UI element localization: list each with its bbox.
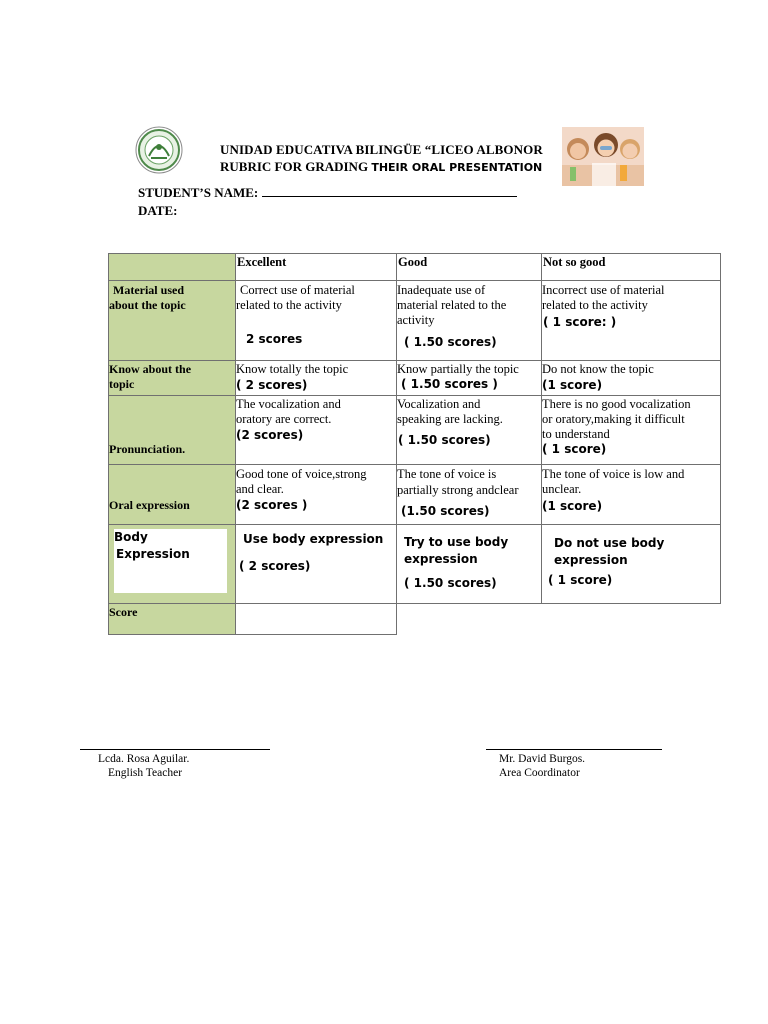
header-not-so-good: Not so good	[541, 253, 721, 281]
student-name-line	[138, 184, 517, 201]
score-value-cell[interactable]	[235, 603, 397, 635]
header-corner-cell	[108, 253, 236, 281]
left-signature-line	[80, 749, 270, 750]
cell-body-good: Try to use body expression ( 1.50 scores)	[396, 524, 542, 604]
student-name-blank[interactable]	[262, 184, 517, 197]
cell-pronunciation-excellent: The vocalization and oratory are correct. (2 scores)	[235, 395, 397, 465]
cell-oral-good: The tone of voice is partially strong andclear (1.50 scores)	[396, 464, 542, 525]
rubric-title-sub: THEIR ORAL PRESENTATION	[371, 161, 543, 174]
student-name-label: STUDENT’S NAME:	[138, 185, 259, 200]
students-science-photo	[562, 127, 644, 186]
school-seal-icon	[135, 126, 183, 174]
cell-pronunciation-not-so-good: There is no good vocalization or oratory,making it difficult to understand ( 1 score)	[541, 395, 721, 465]
left-signature-name: Lcda. Rosa Aguilar.	[98, 753, 190, 765]
cell-oral-excellent: Good tone of voice,strong and clear. (2 scores )	[235, 464, 397, 525]
school-name: UNIDAD EDUCATIVA BILINGÜE “LICEO ALBONOR	[220, 142, 543, 157]
cell-body-excellent: Use body expression ( 2 scores)	[235, 524, 397, 604]
cell-oral-not-so-good: The tone of voice is low and unclear. (1 score)	[541, 464, 721, 525]
right-signature-line	[486, 749, 662, 750]
cell-material-not-so-good: Incorrect use of material related to the activity ( 1 score: )	[541, 280, 721, 361]
left-signature-role: English Teacher	[108, 767, 183, 779]
header-good: Good	[396, 253, 542, 281]
cell-material-good: Inadequate use of material related to the activity ( 1.50 scores)	[396, 280, 542, 361]
header-excellent: Excellent	[235, 253, 397, 281]
cell-material-excellent: Correct use of material related to the activity 2 scores	[235, 280, 397, 361]
cell-know-excellent: Know totally the topic ( 2 scores)	[235, 360, 397, 396]
cell-pronunciation-good: Vocalization and speaking are lacking. ( 1.50 scores)	[396, 395, 542, 465]
right-signature-name: Mr. David Burgos.	[499, 753, 586, 765]
row-label-body	[108, 524, 236, 604]
cell-body-not-so-good: Do not use body expression ( 1 score)	[541, 524, 721, 604]
right-signature-role: Area Coordinator	[499, 767, 580, 779]
row-label-know: Know about the topic	[108, 360, 236, 396]
date-label: DATE:	[138, 203, 178, 216]
rubric-title	[220, 159, 543, 175]
cell-know-good: Know partially the topic ( 1.50 scores )	[396, 360, 542, 396]
row-label-score: Score	[108, 603, 236, 635]
row-label-pronunciation: Pronunciation.	[108, 395, 236, 465]
row-label-oral: Oral expression	[108, 464, 236, 525]
rubric-title-main: RUBRIC FOR GRADING	[220, 159, 369, 174]
title-block	[220, 142, 543, 175]
row-label-material: Material used about the topic	[108, 280, 236, 361]
body-label-box: Body Expression	[114, 529, 227, 593]
cell-know-not-so-good: Do not know the topic (1 score)	[541, 360, 721, 396]
